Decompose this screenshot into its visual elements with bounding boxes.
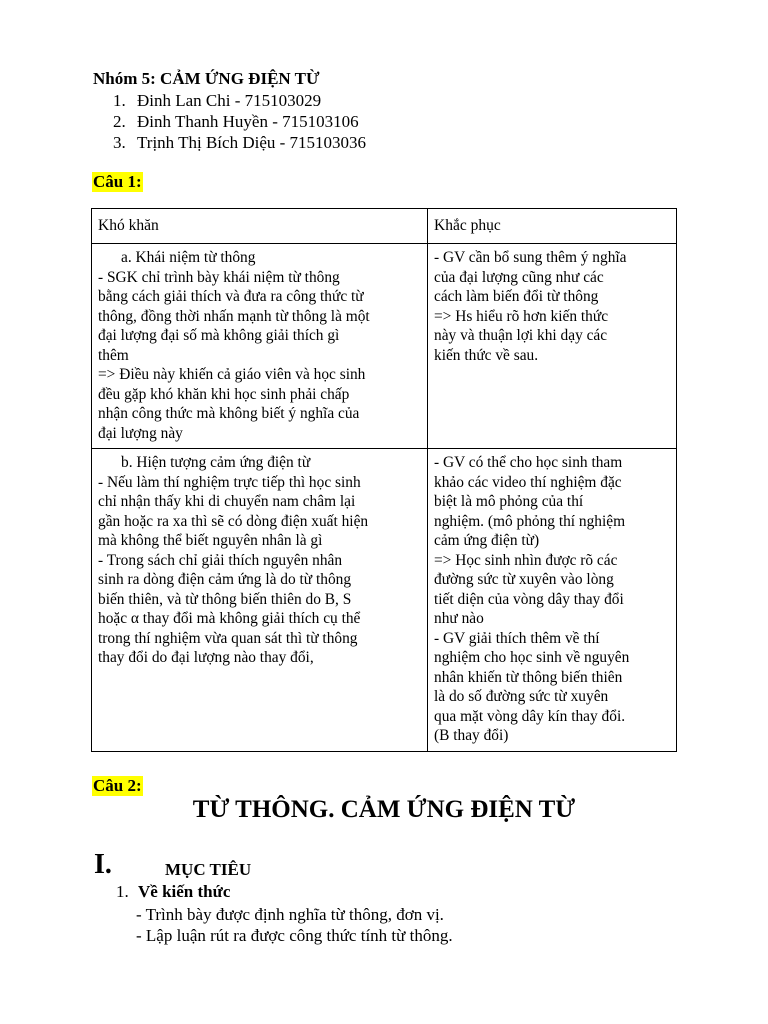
list-item <box>113 111 366 132</box>
cell-line: là do số đường sức từ xuyên <box>434 688 609 705</box>
list-number: 2. <box>113 112 126 131</box>
difficulty-cell <box>92 244 428 449</box>
solution-cell <box>428 244 677 449</box>
cell-line: của đại lượng cũng như các <box>434 268 604 286</box>
cell-line: đại lượng đại số mà không giải thích gì <box>98 327 340 344</box>
difficulty-cell <box>92 449 428 752</box>
table-row <box>92 244 677 449</box>
cell-line: thêm <box>98 346 129 364</box>
cell-line: chỉ nhận thấy khi di chuyển nam châm lại <box>98 493 356 510</box>
group-title: Nhóm 5: CẢM ỨNG ĐIỆN TỪ <box>93 69 320 88</box>
question-1-label: Câu 1: <box>93 172 142 191</box>
header-solution: Khắc phục <box>428 209 677 244</box>
cell-line: biệt là mô phỏng của thí <box>434 493 584 510</box>
cell-line: tiết diện của vòng dây thay đổi <box>434 590 624 608</box>
cell-line: - GV có thể cho học sinh tham <box>434 454 623 471</box>
cell-line: => Điều này khiến cả giáo viên và học sinh <box>98 366 366 383</box>
cell-line: như nào <box>434 610 484 627</box>
cell-line: => Hs hiểu rõ hơn kiến thức <box>434 307 609 325</box>
member-list <box>113 90 366 153</box>
lesson-title: TỪ THÔNG. CẢM ỨNG ĐIỆN TỪ <box>192 796 576 823</box>
solution-cell <box>428 449 677 752</box>
cell-line: đại lượng này <box>98 424 183 442</box>
cell-line: - GV giải thích thêm về thí <box>434 629 600 647</box>
member-name: Trịnh Thị Bích Diệu - 715103036 <box>137 133 367 152</box>
cell-line: nghiệm. (mô phỏng thí nghiệm <box>434 512 626 530</box>
cell-line: đều gặp khó khăn khi học sinh phải chấp <box>98 385 350 403</box>
cell-line: - GV cần bổ sung thêm ý nghĩa <box>434 249 627 266</box>
cell-line: nhận công thức mà không biết ý nghĩa của <box>98 405 360 422</box>
cell-line: kiến thức về sau. <box>434 346 539 364</box>
objective-list <box>136 904 453 946</box>
list-item: - Lập luận rút ra được công thức tính từ thông. <box>136 926 453 945</box>
list-item <box>113 90 366 111</box>
difficulty-solution-table <box>91 208 677 752</box>
cell-line: này và thuận lợi khi dạy các <box>434 327 608 344</box>
cell-line: qua mặt vòng dây kín thay đổi. <box>434 707 626 725</box>
cell-line: mà không thể biết nguyên nhân là gì <box>98 532 323 549</box>
cell-line: khảo các video thí nghiệm đặc <box>434 473 622 491</box>
cell-line: gần hoặc ra xa thì sẽ có dòng điện xuất hiện <box>98 512 369 530</box>
section-title: MỤC TIÊU <box>165 860 252 879</box>
cell-line: thay đổi do đại lượng nào thay đổi, <box>98 649 314 666</box>
question-2-label: Câu 2: <box>93 776 142 795</box>
table-header-row <box>92 209 677 244</box>
list-number: 1. <box>113 91 126 110</box>
cell-line: trong thí nghiệm vừa quan sát thì từ thông <box>98 629 358 647</box>
header-difficulty: Khó khăn <box>92 209 428 244</box>
cell-line: cách làm biến đổi từ thông <box>434 288 599 305</box>
cell-line: thông, đồng thời nhấn mạnh từ thông là một <box>98 307 370 325</box>
cell-line: sinh ra dòng điện cảm ứng là do từ thông <box>98 571 352 588</box>
subsection-heading <box>116 882 230 902</box>
table-row <box>92 449 677 752</box>
cell-line: cảm ứng điện từ) <box>434 532 540 549</box>
list-item: - Trình bày được định nghĩa từ thông, đơn vị. <box>136 905 444 924</box>
subsection-number: 1. <box>116 882 129 901</box>
cell-line: - Nếu làm thí nghiệm trực tiếp thì học sinh <box>98 473 361 491</box>
list-number: 3. <box>113 133 126 152</box>
cell-line: đường sức từ xuyên vào lòng <box>434 571 614 588</box>
cell-line: bằng cách giải thích và đưa ra công thức từ <box>98 288 364 305</box>
cell-line: - Trong sách chỉ giải thích nguyên nhân <box>98 551 343 569</box>
cell-line: nghiệm cho học sinh về nguyên <box>434 649 630 666</box>
cell-line: a. Khái niệm từ thông <box>121 249 256 266</box>
cell-line: => Học sinh nhìn được rõ các <box>434 551 618 569</box>
cell-line: (B thay đổi) <box>434 727 509 744</box>
cell-line: hoặc α thay đổi mà không giải thích cụ thể <box>98 610 361 627</box>
member-name: Đinh Thanh Huyền - 715103106 <box>137 112 359 131</box>
cell-line: nhân khiến từ thông biến thiên <box>434 668 623 686</box>
cell-line: - SGK chỉ trình bày khái niệm từ thông <box>98 268 340 286</box>
section-number: I. <box>94 849 112 880</box>
cell-line: biến thiên, và từ thông biến thiên do B, S <box>98 590 352 608</box>
member-name: Đinh Lan Chi - 715103029 <box>137 91 322 110</box>
cell-line: b. Hiện tượng cảm ứng điện từ <box>121 454 311 471</box>
subsection-title: Về kiến thức <box>138 882 231 901</box>
list-item <box>113 132 366 153</box>
